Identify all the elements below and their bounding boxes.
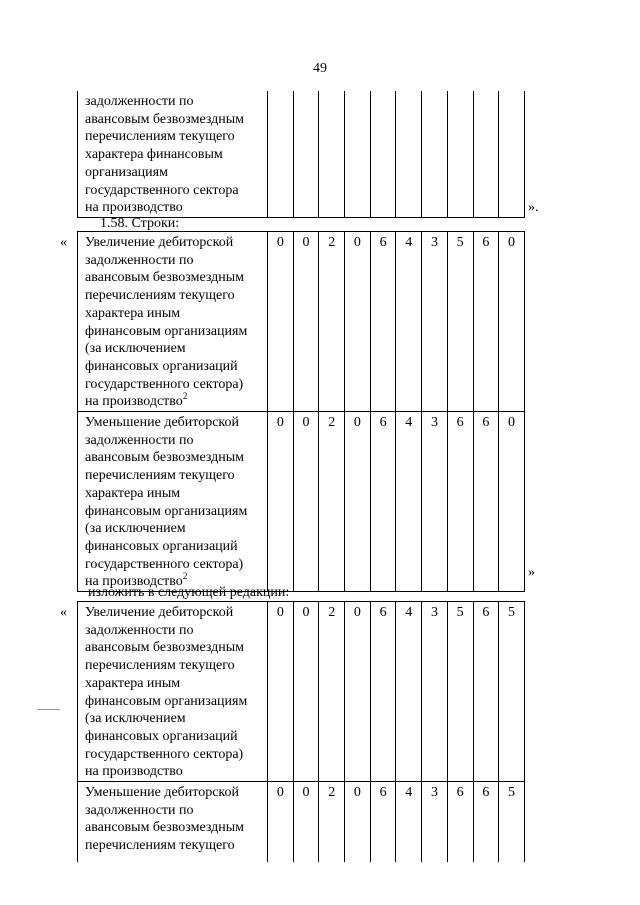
table-old <box>77 231 525 592</box>
code-cell <box>370 91 396 217</box>
code-digit: 6 <box>473 782 499 862</box>
desc-line: финансовым организациям <box>85 323 248 339</box>
code-cell <box>293 91 319 217</box>
code-digit: 0 <box>293 412 319 592</box>
close-quote: ». <box>528 200 539 215</box>
footnote-marker: 2 <box>182 570 188 581</box>
code-digit: 0 <box>293 782 319 862</box>
desc-line: государственного сектора) <box>85 746 244 762</box>
code-digit: 6 <box>370 232 396 412</box>
code-digit: 2 <box>319 782 345 862</box>
desc-line: задолженности по <box>85 94 194 109</box>
desc-line: Увеличение дебиторской <box>85 235 234 250</box>
code-digit: 0 <box>345 232 371 412</box>
row-description <box>78 602 268 782</box>
desc-line: характера финансовым <box>85 147 223 163</box>
code-digit: 0 <box>499 412 525 592</box>
code-digit: 5 <box>499 602 525 782</box>
desc-line: (за исключением <box>85 521 186 537</box>
code-digit: 0 <box>268 412 294 592</box>
desc-line: перечислениям текущего <box>85 288 235 304</box>
desc-line: перечислениям текущего <box>85 658 235 674</box>
row-description <box>78 412 268 592</box>
code-digit: 6 <box>370 412 396 592</box>
desc-line: финансовых организаций <box>85 358 238 374</box>
code-digit: 0 <box>268 602 294 782</box>
code-cell <box>422 91 448 217</box>
desc-line: (за исключением <box>85 711 186 727</box>
code-digit: 2 <box>319 602 345 782</box>
code-digit: 6 <box>447 412 473 592</box>
code-cell <box>447 91 473 217</box>
row-description <box>78 91 268 217</box>
margin-mark <box>38 709 60 710</box>
code-digit: 0 <box>268 782 294 862</box>
code-cell <box>319 91 345 217</box>
desc-line: финансовым организациям <box>85 503 248 519</box>
desc-line: Уменьшение дебиторской <box>85 785 240 801</box>
desc-line: (за исключением <box>85 341 186 357</box>
code-digit: 0 <box>499 232 525 412</box>
code-digit: 6 <box>473 412 499 592</box>
code-digit: 3 <box>422 412 448 592</box>
code-cell <box>268 91 294 217</box>
code-digit: 3 <box>422 232 448 412</box>
desc-line: авансовым безвозмездным <box>85 450 245 466</box>
code-digit: 4 <box>396 602 422 782</box>
desc-line: перечислениям текущего <box>85 468 235 484</box>
desc-line: авансовым безвозмездным <box>85 270 245 286</box>
row-description <box>78 782 268 862</box>
code-digit: 2 <box>319 412 345 592</box>
desc-line: на производство$^2$ <box>85 570 188 590</box>
code-digit: 5 <box>499 782 525 862</box>
desc-line: перечислениям текущего <box>85 838 235 854</box>
table-row <box>78 602 525 782</box>
desc-line: организациям <box>85 164 168 180</box>
table-continued <box>77 91 525 218</box>
desc-line: перечислениям текущего <box>85 129 235 145</box>
table-row <box>78 782 525 862</box>
code-digit: 2 <box>319 232 345 412</box>
code-digit: 0 <box>345 412 371 592</box>
code-digit: 6 <box>473 232 499 412</box>
table-row <box>78 412 525 592</box>
close-quote: » <box>528 565 535 580</box>
desc-line: Уменьшение дебиторской <box>85 415 240 431</box>
desc-line: на производство <box>85 200 183 216</box>
code-digit: 5 <box>447 602 473 782</box>
desc-line: задолженности по <box>85 252 194 268</box>
desc-line: государственного сектора) <box>85 376 244 392</box>
desc-line: финансовых организаций <box>85 728 238 744</box>
table-new <box>77 601 525 862</box>
table-row <box>78 91 525 217</box>
code-digit: 4 <box>396 412 422 592</box>
desc-line: характера иным <box>85 675 181 691</box>
code-cell <box>345 91 371 217</box>
instruction-text: изложить в следующей редакции: <box>88 585 290 600</box>
code-digit: 0 <box>293 602 319 782</box>
desc-line: Увеличение дебиторской <box>85 605 234 620</box>
footnote-marker: 2 <box>182 390 188 401</box>
desc-line: авансовым безвозмездным <box>85 820 245 836</box>
desc-line: задолженности по <box>85 802 194 818</box>
desc-line: задолженности по <box>85 432 194 448</box>
table-row <box>78 232 525 412</box>
desc-line: на производство <box>85 764 183 780</box>
code-digit: 0 <box>268 232 294 412</box>
code-cell <box>499 91 525 217</box>
code-cell <box>473 91 499 217</box>
desc-line: характера иным <box>85 485 181 501</box>
desc-line: государственного сектора <box>85 182 239 198</box>
desc-line: задолженности по <box>85 622 194 638</box>
code-digit: 0 <box>293 232 319 412</box>
code-digit: 0 <box>345 782 371 862</box>
desc-line: на производство$^2$ <box>85 390 188 410</box>
code-digit: 6 <box>370 782 396 862</box>
code-digit: 5 <box>447 232 473 412</box>
open-quote: « <box>60 605 67 620</box>
desc-line: государственного сектора) <box>85 556 244 572</box>
page-number: 49 <box>313 61 327 76</box>
code-digit: 3 <box>422 782 448 862</box>
open-quote: « <box>60 235 67 250</box>
code-digit: 4 <box>396 232 422 412</box>
desc-line: характера иным <box>85 305 181 321</box>
section-heading: 1.58. Строки: <box>100 216 180 231</box>
code-digit: 6 <box>370 602 396 782</box>
desc-line: авансовым безвозмездным <box>85 640 245 656</box>
code-digit: 3 <box>422 602 448 782</box>
code-digit: 6 <box>473 602 499 782</box>
desc-line: авансовым безвозмездным <box>85 111 245 127</box>
desc-line: финансовых организаций <box>85 538 238 554</box>
code-cell <box>396 91 422 217</box>
code-digit: 6 <box>447 782 473 862</box>
row-description <box>78 232 268 412</box>
code-digit: 0 <box>345 602 371 782</box>
desc-line: финансовым организациям <box>85 693 248 709</box>
code-digit: 4 <box>396 782 422 862</box>
